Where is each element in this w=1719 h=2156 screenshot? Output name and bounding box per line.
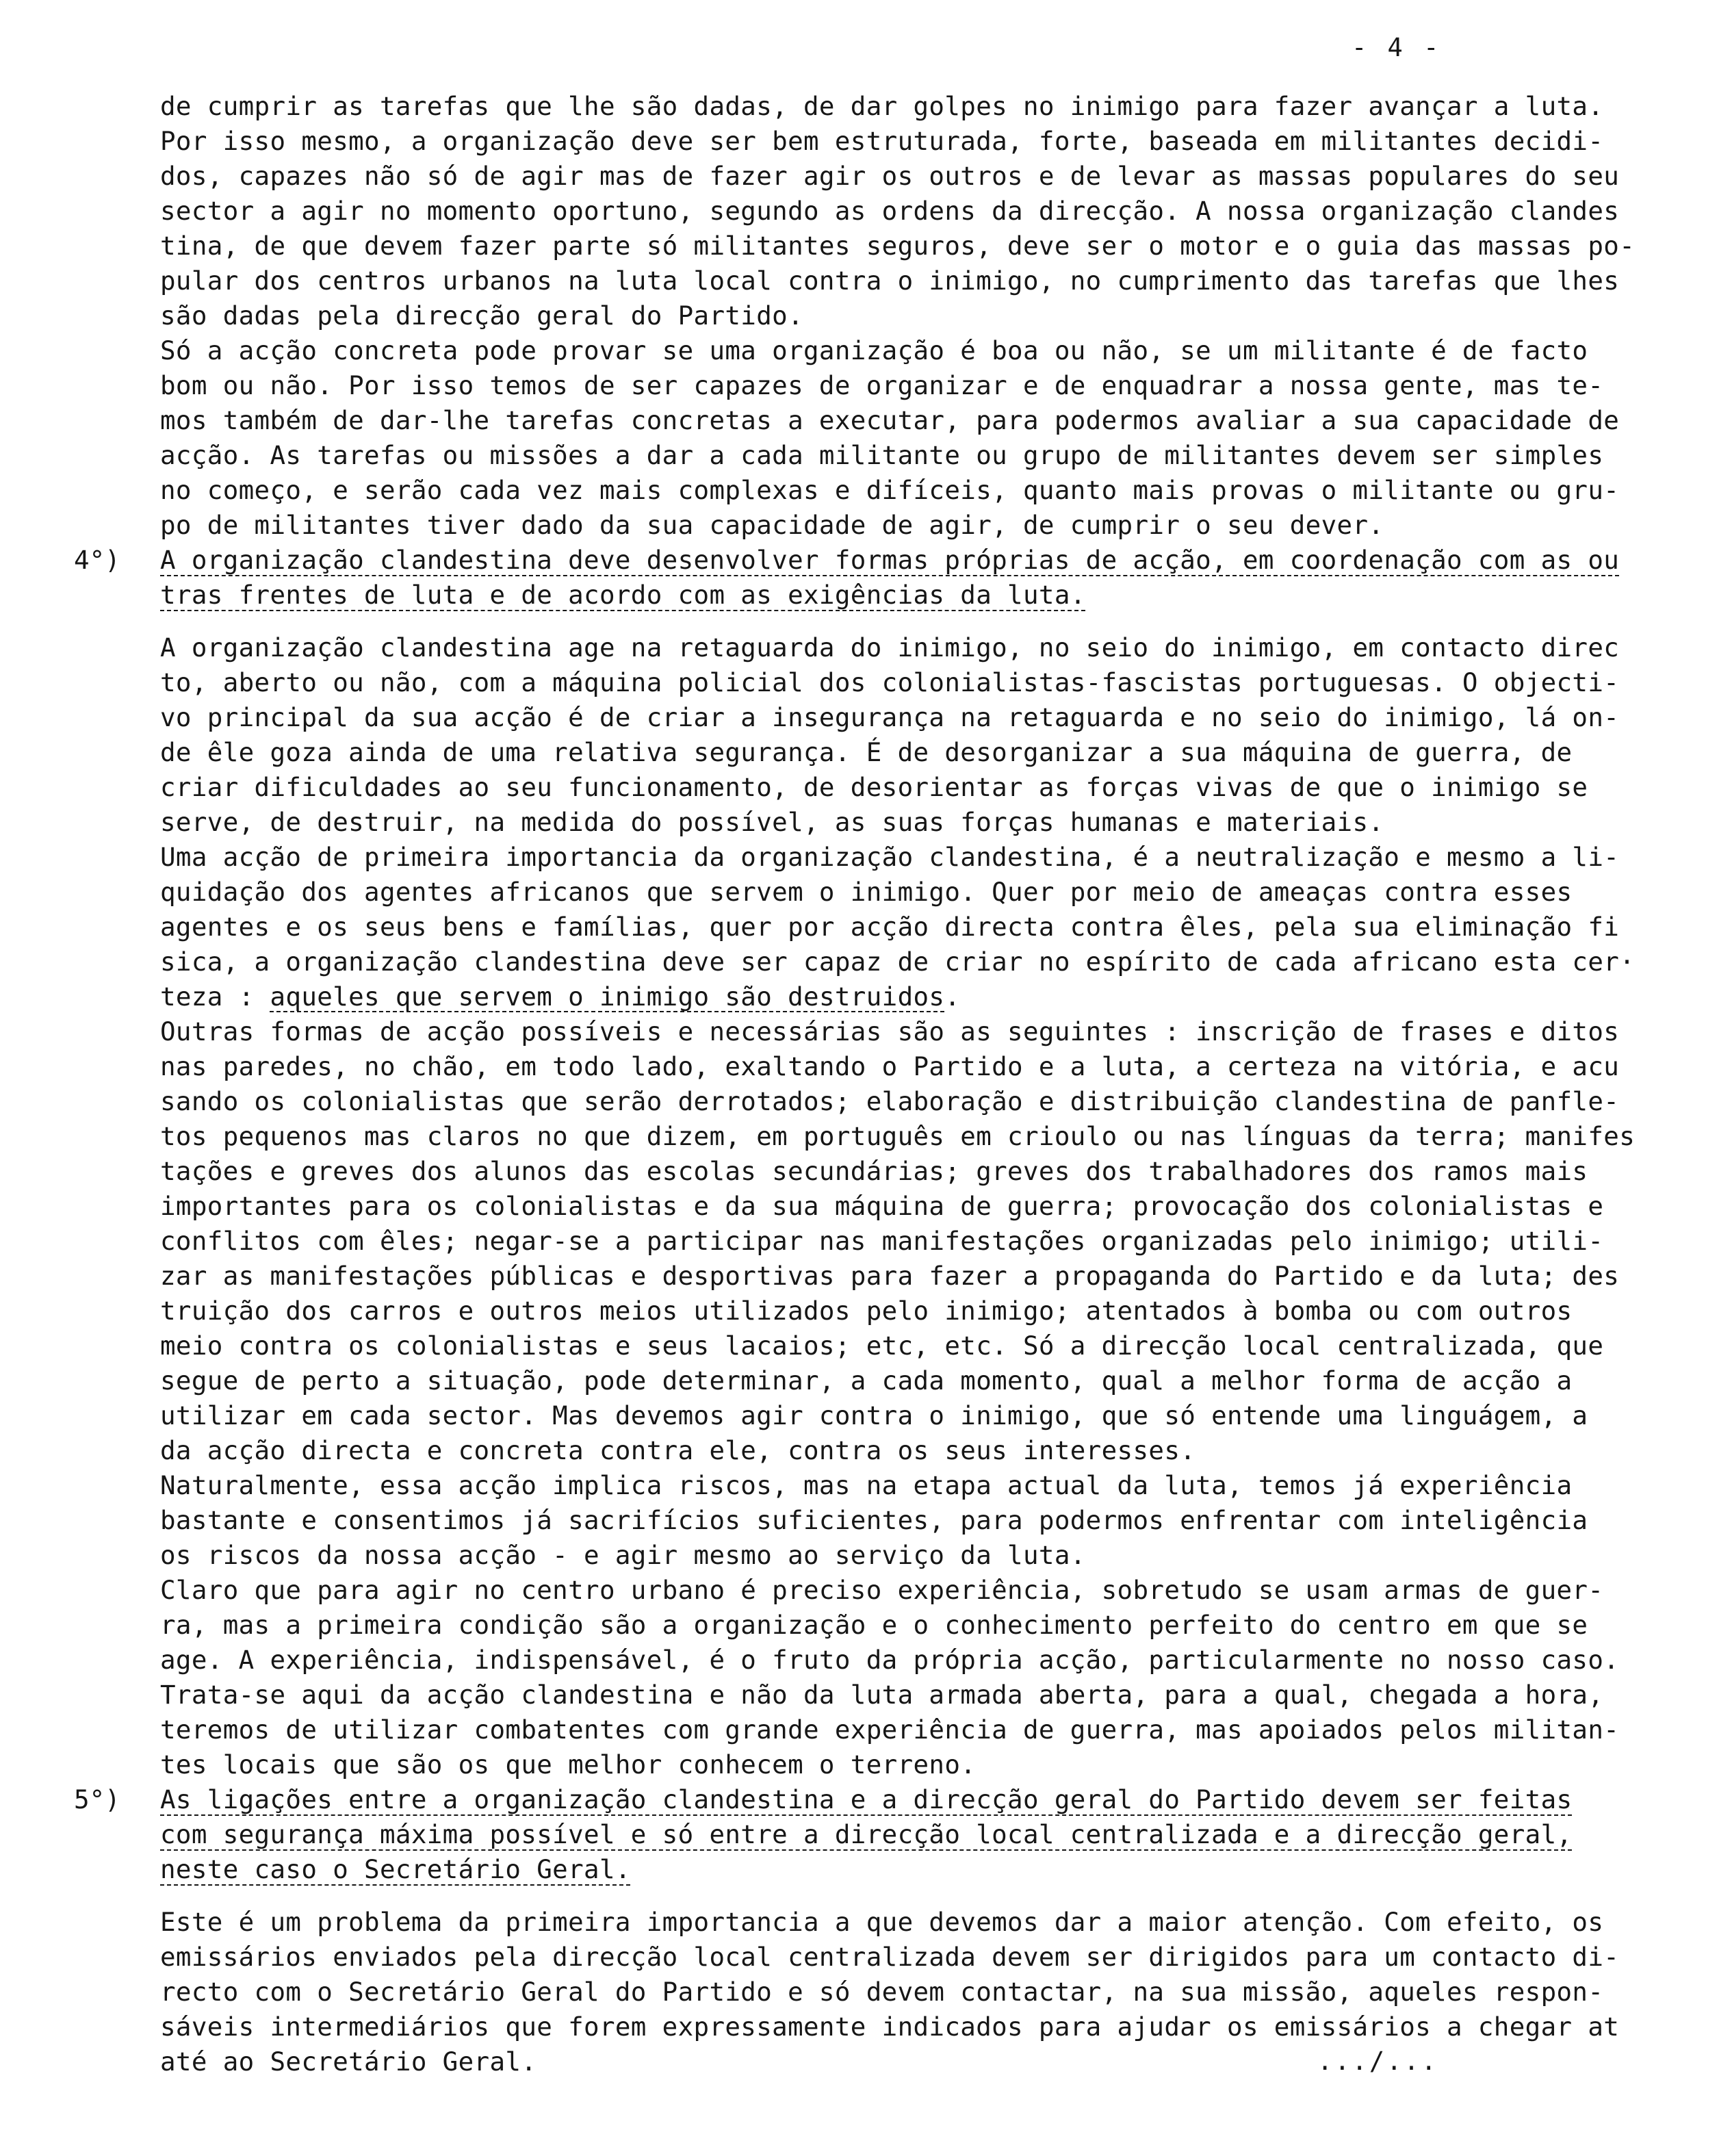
text-line: Só a acção concreta pode provar se uma organização é boa ou não, se um militante é de facto [160,335,1588,365]
heading-text: com segurança máxima possível e só entre a direcção local centralizada e a direcção geral, [160,1819,1573,1849]
paragraph-block-c [0,1014,1719,1782]
text-line: da acção directa e concreta contra ele, contra os seus interesses. [160,1435,1196,1465]
text-line: quidação dos agentes africanos que servem o inimigo. Quer por meio de ameaças contra esses [160,877,1573,907]
teza-line [0,979,1719,1014]
paragraph-block-b [0,630,1719,1014]
teza-underlined: aqueles que servem o inimigo são destruidos [270,981,945,1012]
text-line: zar as manifestações públicas e desportivas para fazer a propaganda do Partido e da luta; des [160,1261,1620,1291]
text-line: tes locais que são os que melhor conhecem o terreno. [160,1749,977,1780]
teza-prefix: teza : [160,981,270,1012]
heading-text: A organização clandestina deve desenvolver formas próprias de acção, em coordenação com as ou [160,545,1620,575]
text-line: teremos de utilizar combatentes com grande experiência de guerra, mas apoiados pelos militan- [160,1715,1620,1745]
document-body [0,89,1719,2079]
heading-line [0,578,1719,613]
teza-suffix: . [944,981,961,1012]
text-line: sando os colonialistas que serão derrotados; elaboração e distribuição clandestina de panfle- [160,1086,1620,1116]
text-line: acção. As tarefas ou missões a dar a cada militante ou grupo de militantes devem ser simples [160,440,1604,470]
spacer [0,1887,1719,1905]
text-line: os riscos da nossa acção - e agir mesmo ao serviço da luta. [160,1540,1086,1570]
text-line: sáveis intermediários que forem expressamente indicados para ajudar os emissários a chegar at [160,2012,1620,2042]
text-line: Claro que para agir no centro urbano é preciso experiência, sobretudo se usam armas de guer- [160,1575,1604,1605]
text-line: de êle goza ainda de uma relativa segurança. É de desorganizar a sua máquina de guerra, de [160,737,1573,767]
text-line: utilizar em cada sector. Mas devemos agir contra o inimigo, que só entende uma linguágem, a [160,1400,1588,1430]
heading-line [0,1782,1719,1817]
text-line: recto com o Secretário Geral do Partido e só devem contactar, na sua missão, aqueles respon- [160,1977,1604,2007]
section-5-heading [0,1782,1719,1887]
heading-text: tras frentes de luta e de acordo com as exigências da luta. [160,580,1086,610]
text-line: A organização clandestina age na retaguarda do inimigo, no seio do inimigo, em contacto direc [160,632,1620,663]
section-5-number: 5°) [74,1784,120,1814]
text-line: agentes e os seus bens e famílias, quer por acção directa contra êles, pela sua eliminação fi [160,912,1620,942]
text-line: nas paredes, no chão, em todo lado, exaltando o Partido e a luta, a certeza na vitória, e acu [160,1051,1620,1081]
text-line: são dadas pela direcção geral do Partido. [160,300,804,331]
text-line: ra, mas a primeira condição são a organização e o conhecimento perfeito do centro em que se [160,1610,1588,1640]
text-line: tos pequenos mas claros no que dizem, em português em crioulo ou nas línguas da terra; manifes [160,1121,1636,1151]
text-line: age. A experiência, indispensável, é o fruto da própria acção, particularmente no nosso caso. [160,1645,1620,1675]
heading-line [0,543,1719,578]
heading-line [0,1817,1719,1852]
text-line: vo principal da sua acção é de criar a insegurança na retaguarda e no seio do inimigo, lá on- [160,702,1620,732]
text-line: pular dos centros urbanos na luta local contra o inimigo, no cumprimento das tarefas que lhes [160,266,1620,296]
text-line: Outras formas de acção possíveis e necessárias são as seguintes : inscrição de frases e ditos [160,1016,1620,1047]
text-line: bom ou não. Por isso temos de ser capazes de organizar e de enquadrar a nossa gente, mas te- [160,370,1604,400]
text-line: Por isso mesmo, a organização deve ser bem estruturada, forte, baseada em militantes decidi- [160,126,1604,156]
text-line: tações e greves dos alunos das escolas secundárias; greves dos trabalhadores dos ramos mais [160,1156,1588,1186]
text-line: importantes para os colonialistas e da sua máquina de guerra; provocação dos colonialistas e [160,1191,1604,1221]
text-line: serve, de destruir, na medida do possível, as suas forças humanas e materiais. [160,807,1384,837]
page-number: - 4 - [1352,33,1442,62]
text-line: po de militantes tiver dado da sua capacidade de agir, de cumprir o seu dever. [160,510,1384,540]
text-line: tina, de que devem fazer parte só militantes seguros, deve ser o motor e o guia das massas po- [160,231,1636,261]
text-line: no começo, e serão cada vez mais complexas e difíceis, quanto mais provas o militante ou gru- [160,475,1620,505]
text-line: segue de perto a situação, pode determinar, a cada momento, qual a melhor forma de acção a [160,1365,1573,1396]
text-line: Este é um problema da primeira importancia a que devemos dar a maior atenção. Com efeito, os [160,1907,1604,1937]
heading-line [0,1852,1719,1887]
spacer [0,613,1719,630]
text-line: meio contra os colonialistas e seus lacaios; etc, etc. Só a direcção local centralizada, que [160,1331,1604,1361]
continuation-mark: .../... [1317,2046,1438,2076]
text-line: sector a agir no momento oportuno, segundo as ordens da direcção. A nossa organização clandes [160,196,1620,226]
heading-text: neste caso o Secretário Geral. [160,1854,631,1884]
text-line: truição dos carros e outros meios utilizados pelo inimigo; atentados à bomba ou com outros [160,1296,1573,1326]
text-line: de cumprir as tarefas que lhe são dadas, de dar golpes no inimigo para fazer avançar a luta. [160,91,1604,121]
text-line: criar dificuldades ao seu funcionamento, de desorientar as forças vivas de que o inimigo se [160,772,1588,802]
text-line: Trata-se aqui da acção clandestina e não da luta armada aberta, para a qual, chegada a hora, [160,1680,1604,1710]
text-line: mos também de dar-lhe tarefas concretas a executar, para podermos avaliar a sua capacidade de [160,405,1620,435]
paragraph-block-a [0,89,1719,543]
text-line: Naturalmente, essa acção implica riscos, mas na etapa actual da luta, temos já experiência [160,1470,1573,1500]
text-line: Uma acção de primeira importancia da organização clandestina, é a neutralização e mesmo a li- [160,842,1620,872]
text-line: dos, capazes não só de agir mas de fazer agir os outros e de levar as massas populares do seu [160,161,1620,191]
heading-text: As ligações entre a organização clandestina e a direcção geral do Partido devem ser feitas [160,1784,1573,1814]
section-4-number: 4°) [74,545,120,575]
text-line: to, aberto ou não, com a máquina policial dos colonialistas-fascistas portuguesas. O objecti- [160,667,1620,697]
text-line: conflitos com êles; negar-se a participar nas manifestações organizadas pelo inimigo; utili- [160,1226,1604,1256]
text-line: sica, a organização clandestina deve ser capaz de criar no espírito de cada africano esta cer· [160,947,1636,977]
text-line: até ao Secretário Geral. [160,2046,537,2077]
paragraph-block-d [0,1905,1719,2079]
text-line: emissários enviados pela direcção local centralizada devem ser dirigidos para um contacto di- [160,1942,1620,1972]
section-4-heading [0,543,1719,613]
text-line: bastante e consentimos já sacrifícios suficientes, para podermos enfrentar com inteligência [160,1505,1588,1535]
